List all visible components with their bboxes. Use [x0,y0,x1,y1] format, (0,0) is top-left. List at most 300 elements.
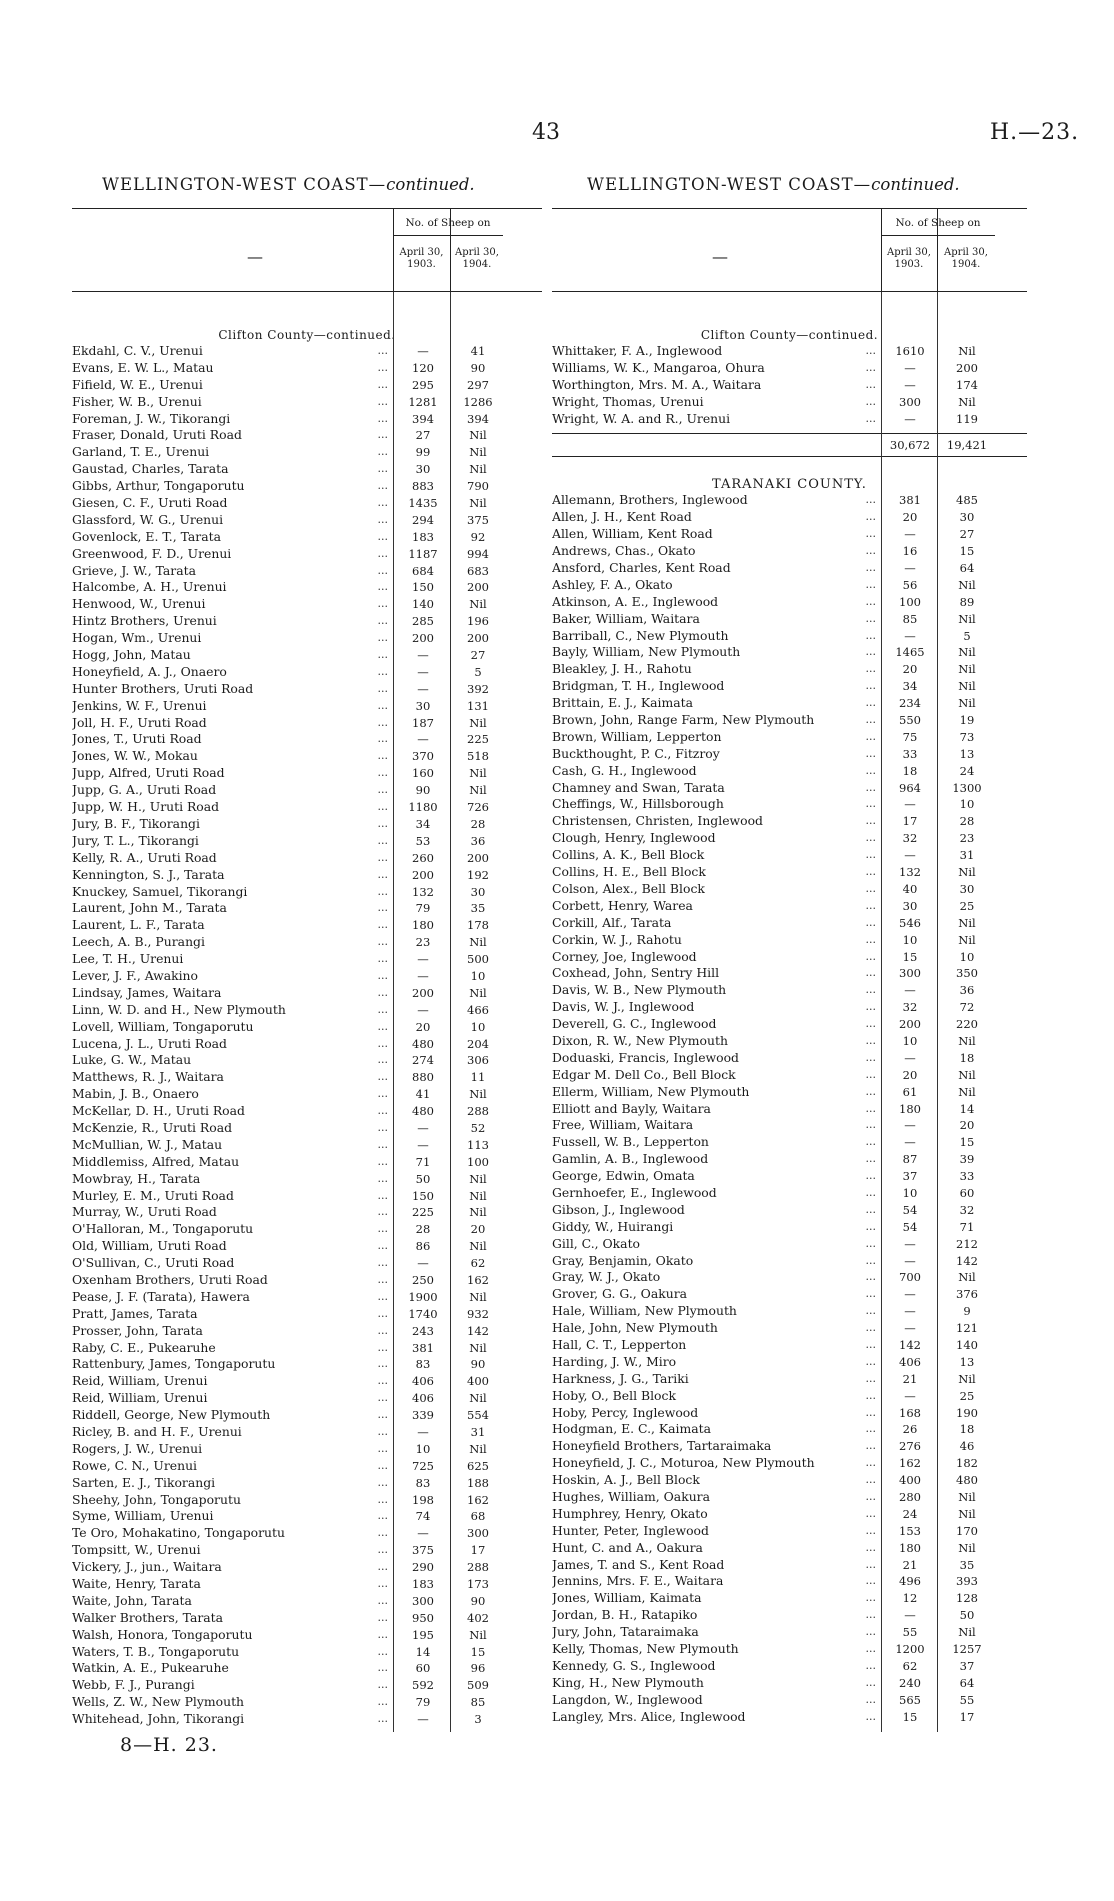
owner-name: Hintz Brothers, Urenui [72,613,217,629]
leader-dots: ... [865,577,876,591]
sheep-1904: 33 [959,1169,975,1184]
table-row [552,881,1027,898]
leader-dots: ... [377,580,388,594]
table-row [552,1303,1027,1320]
sheep-1903: 55 [902,1625,918,1640]
owner-name: Barriball, C., New Plymouth [552,627,729,643]
sheep-1904: 402 [467,1610,489,1625]
owner-name: Corbett, Henry, Warea [552,897,693,913]
sheep-1904: 13 [959,746,975,761]
sheep-1903: — [417,344,429,358]
leader-dots: ... [865,1709,876,1723]
sheep-1904: 174 [956,377,978,392]
sheep-1903: 20 [415,1019,431,1034]
owner-name: Fifield, W. E., Urenui [72,376,203,392]
owner-name: Jones, William, Kaimata [552,1590,702,1606]
owner-name: Leech, A. B., Purangi [72,934,205,950]
owner-name: Murley, E. M., Uruti Road [72,1187,234,1203]
leader-dots: ... [865,915,876,929]
owner-name: Grieve, J. W., Tarata [72,562,196,578]
table-row [72,1340,542,1357]
sheep-1903: 400 [899,1473,921,1488]
sheep-1903: 10 [902,1185,918,1200]
leader-dots: ... [865,1219,876,1233]
leader-dots: ... [865,881,876,895]
table-row [72,461,542,478]
table-row [72,1289,542,1306]
owner-name: Lever, J. F., Awakino [72,967,198,983]
sheep-1904: 392 [467,681,489,696]
owner-name: Langdon, W., Inglewood [552,1691,703,1707]
sheep-1904: Nil [469,1441,487,1456]
sheep-1904: 31 [959,848,975,863]
sheep-1904: 1257 [952,1642,982,1657]
owner-name: Reid, William, Urenui [72,1390,208,1406]
table-row [552,1269,1027,1286]
table-row [72,512,542,529]
sheep-1903: 34 [415,816,431,831]
leader-dots: ... [377,732,388,746]
leader-dots: ... [865,394,876,408]
table-row [552,492,1027,509]
sheep-1903: 142 [899,1337,921,1352]
left-rows [72,343,542,1728]
sheep-1904: 480 [956,1473,978,1488]
sheep-1904: 41 [470,344,486,358]
sheep-1904: 932 [467,1306,489,1321]
leader-dots: ... [865,1321,876,1335]
owner-name: Ekdahl, C. V., Urenui [72,343,203,358]
owner-name: Waters, T. B., Tongaporutu [72,1643,240,1659]
owner-name: Fisher, W. B., Urenui [72,393,202,409]
sheep-1903: 280 [899,1490,921,1504]
table-row [552,1253,1027,1270]
sheep-1903: 480 [412,1036,434,1051]
table-row [72,1525,542,1542]
table-row [72,630,542,647]
owner-name: Hall, C. T., Lepperton [552,1336,687,1352]
sheep-1904: Nil [958,394,976,409]
table-row [552,1607,1027,1624]
sheep-1903: 24 [902,1506,918,1521]
owner-name: Corkin, W. J., Rahotu [552,931,682,947]
table-row [72,427,542,444]
sheep-1904: Nil [469,1340,487,1355]
owner-name: Gamlin, A. B., Inglewood [552,1151,709,1167]
sheep-1904: 376 [956,1287,978,1302]
owner-name: Honeyfield, A. J., Onaero [72,663,227,679]
table-row [72,377,542,394]
sheep-1903: 187 [412,715,434,730]
table-row [72,1694,542,1711]
owner-name: Linn, W. D. and H., New Plymouth [72,1001,286,1017]
owner-name: Elliott and Bayly, Waitara [552,1100,711,1116]
owner-name: Whittaker, F. A., Inglewood [552,343,723,358]
owner-name: O'Sullivan, C., Uruti Road [72,1255,235,1271]
sheep-1904: 162 [467,1272,489,1287]
sheep-1904: 625 [467,1458,489,1473]
sheep-1904: 92 [470,529,486,544]
leader-dots: ... [377,428,388,442]
table-row [72,1644,542,1661]
table-row [552,1320,1027,1337]
leader-dots: ... [377,1458,388,1472]
sheep-1903: 30 [902,898,918,913]
leader-dots: ... [377,563,388,577]
leader-dots: ... [377,1593,388,1607]
sheep-1904: 11 [470,1070,486,1085]
owner-name: Free, William, Waitara [552,1117,694,1133]
table-row [72,1458,542,1475]
sheep-1904: Nil [469,766,487,781]
sheep-1903: 85 [902,611,918,626]
sheep-1903: 200 [412,985,434,1000]
sheep-1903: 150 [412,580,434,595]
sheep-1904: Nil [469,496,487,511]
leader-dots: ... [865,1270,876,1284]
leader-dots: ... [865,679,876,693]
leader-dots: ... [865,1456,876,1470]
owner-name: Wells, Z. W., New Plymouth [72,1694,245,1710]
leader-dots: ... [865,797,876,811]
table-row [72,1255,542,1272]
right-section-title-taranaki: TARANAKI COUNTY. [712,477,867,493]
leader-dots: ... [865,377,876,391]
table-row [72,1052,542,1069]
sheep-1904: Nil [958,1371,976,1386]
leader-dots: ... [377,1644,388,1658]
owner-name: Greenwood, F. D., Urenui [72,545,232,561]
leader-dots: ... [865,1692,876,1706]
sheep-1904: 225 [467,732,489,747]
table-row [552,1506,1027,1523]
leader-dots: ... [377,1087,388,1101]
sheep-1904: Nil [469,1391,487,1406]
table-row [552,628,1027,645]
sheep-1903: 285 [412,614,434,629]
table-row [72,1576,542,1593]
sheep-1903: 56 [902,577,918,592]
leader-dots: ... [865,360,876,374]
sheep-1904: Nil [469,462,487,477]
sheep-1904: 96 [470,1661,486,1676]
sheep-1903: — [904,1135,916,1150]
right-title-main: WELLINGTON-WEST COAST— [587,175,872,194]
sheep-1903: 20 [902,662,918,677]
owner-name: Corkill, Alf., Tarata [552,914,672,930]
sheep-1903: 160 [412,766,434,781]
table-row [552,999,1027,1016]
leader-dots: ... [865,1422,876,1436]
sheep-1904: Nil [958,611,976,626]
leader-dots: ... [377,1323,388,1337]
table-row [72,698,542,715]
sheep-1904: Nil [958,1084,976,1099]
left-header-dash: — [247,247,263,266]
sheep-1903: 60 [415,1661,431,1676]
leader-dots: ... [377,529,388,543]
leader-dots: ... [377,985,388,999]
sheep-1904: 162 [467,1492,489,1507]
leader-dots: ... [377,698,388,712]
table-row [72,1238,542,1255]
owner-name: Humphrey, Henry, Okato [552,1505,708,1521]
leader-dots: ... [377,1357,388,1371]
table-row [552,864,1027,881]
sheep-1903: 28 [415,1222,431,1237]
owner-name: Buckthought, P. C., Fitzroy [552,745,720,761]
owner-name: Mowbray, H., Tarata [72,1170,201,1186]
sheep-1903: 83 [415,1357,431,1372]
owner-name: Hughes, William, Oakura [552,1489,710,1504]
leader-dots: ... [865,746,876,760]
leader-dots: ... [377,1340,388,1354]
sheep-1904: 121 [956,1321,978,1336]
owner-name: Worthington, Mrs. M. A., Waitara [552,376,762,392]
sheep-1904: 288 [467,1104,489,1119]
sheep-1904: 128 [956,1591,978,1606]
leader-dots: ... [865,1608,876,1622]
table-row [552,1489,1027,1506]
sheep-1904: 20 [470,1222,486,1237]
table-row [552,1472,1027,1489]
owner-name: Tompsitt, W., Urenui [72,1542,201,1558]
table-row [552,543,1027,560]
owner-name: Williams, W. K., Mangaroa, Ohura [552,359,765,375]
owner-name: Evans, E. W. L., Matau [72,359,214,375]
table-row [72,934,542,951]
sheep-1904: 200 [467,631,489,646]
sheep-1904: Nil [958,577,976,592]
sheep-1904: Nil [958,344,976,358]
right-column [552,175,1027,1725]
owner-name: Harding, J. W., Miro [552,1353,677,1369]
leader-dots: ... [865,696,876,710]
owner-name: Cheffings, W., Hillsborough [552,796,724,812]
leader-dots: ... [377,445,388,459]
sheep-1904: 14 [959,1101,975,1116]
leader-dots: ... [377,1695,388,1709]
owner-name: Prosser, John, Tarata [72,1322,203,1338]
sheep-1903: 1187 [408,546,438,561]
table-row [552,1185,1027,1202]
leader-dots: ... [377,1441,388,1455]
sheep-1904: Nil [469,715,487,730]
sheep-1903: 50 [415,1171,431,1186]
owner-name: Hunt, C. and A., Oakura [552,1539,703,1555]
leader-dots: ... [377,546,388,560]
table-row [552,1286,1027,1303]
owner-name: Doduaski, Francis, Inglewood [552,1049,739,1065]
sheep-1903: — [417,1425,429,1439]
sheep-1903: 300 [899,966,921,981]
owner-name: James, T. and S., Kent Road [552,1556,725,1572]
sheep-1903: 16 [902,544,918,559]
sheep-1903: — [417,968,429,983]
leader-dots: ... [865,1439,876,1453]
sheep-1904: 32 [959,1202,975,1217]
sheep-1903: 32 [902,1000,918,1015]
table-row [552,965,1027,982]
left-group-header: No. of Sheep on [405,217,491,229]
leader-dots: ... [377,344,388,357]
table-row [552,982,1027,999]
table-row [552,526,1027,543]
sheep-1904: Nil [958,1033,976,1048]
table-row [552,1641,1027,1658]
sheep-1903: — [904,1118,916,1133]
owner-name: Sheehy, John, Tongaporutu [72,1491,241,1507]
table-row [552,661,1027,678]
sheep-1904: 212 [956,1236,978,1251]
sheep-1903: 276 [899,1439,921,1454]
sheep-1904: 3 [474,1712,482,1727]
sheep-1904: 196 [467,614,489,629]
leader-dots: ... [377,783,388,797]
owner-name: Glassford, W. G., Urenui [72,511,224,527]
owner-name: Giddy, W., Huirangi [552,1218,674,1234]
sheep-1903: 243 [412,1323,434,1338]
table-row [72,681,542,698]
right-title-italic: continued. [871,175,960,194]
sheep-1903: — [904,983,916,998]
owner-name: Hodgman, E. C., Kaimata [552,1421,712,1437]
table-row [72,411,542,428]
owner-name: Colson, Alex., Bell Block [552,880,705,896]
sheep-1904: 35 [470,901,486,916]
sheep-1904: 350 [956,966,978,981]
leader-dots: ... [377,1492,388,1506]
sheep-1904: Nil [958,1625,976,1640]
sheep-1903: 546 [899,915,921,930]
owner-name: Jury, John, Tataraimaka [552,1624,699,1640]
leader-dots: ... [865,865,876,879]
table-row [552,695,1027,712]
page-code: H.—23. [990,120,1080,145]
sheep-1903: — [417,1002,429,1017]
sheep-1903: 180 [412,918,434,933]
table-row [72,765,542,782]
sheep-1903: 71 [415,1154,431,1169]
sheep-1903: 23 [415,935,431,950]
left-column [72,175,542,1756]
owner-name: Matthews, R. J., Waitara [72,1069,224,1085]
table-row [552,1050,1027,1067]
sheep-1903: 140 [412,597,434,612]
sheep-1903: 20 [902,1067,918,1082]
leader-dots: ... [865,898,876,912]
owner-name: Walker Brothers, Tarata [72,1609,224,1625]
sheep-1904: 178 [467,918,489,933]
leader-dots: ... [377,1222,388,1236]
table-row [72,1356,542,1373]
right-table-body [552,292,1027,1725]
sheep-1904: Nil [958,696,976,711]
leader-dots: ... [865,1473,876,1487]
sheep-1903: — [904,1253,916,1268]
sheep-1904: 52 [470,1120,486,1135]
table-row [552,780,1027,797]
sheep-1904: 35 [959,1557,975,1572]
owner-name: Foreman, J. W., Tikorangi [72,410,231,426]
sheep-1904: 994 [467,546,489,561]
table-row [552,1675,1027,1692]
owner-name: Atkinson, A. E., Inglewood [552,593,719,609]
leader-dots: ... [865,814,876,828]
sheep-1903: 162 [899,1456,921,1471]
sheep-1903: 1900 [408,1289,438,1304]
sheep-1904: Nil [469,1188,487,1203]
sheep-1903: 30 [415,462,431,477]
owner-name: Middlemiss, Alfred, Matau [72,1153,240,1169]
sheep-1904: Nil [958,915,976,930]
leader-dots: ... [377,1408,388,1422]
sheep-1904: 5 [474,664,482,679]
owner-name: Jones, W. W., Mokau [72,748,198,764]
table-row [552,1016,1027,1033]
table-row [552,1624,1027,1641]
table-row [552,949,1027,966]
leader-dots: ... [377,1120,388,1134]
leader-dots: ... [377,1053,388,1067]
leader-dots: ... [865,645,876,659]
leader-dots: ... [865,594,876,608]
leader-dots: ... [377,1543,388,1557]
sheep-1904: 10 [470,968,486,983]
leader-dots: ... [377,1678,388,1692]
leader-dots: ... [377,766,388,780]
sheep-1904: 90 [470,360,486,375]
leader-dots: ... [377,1002,388,1016]
sheep-1903: — [904,848,916,863]
owner-name: Cash, G. H., Inglewood [552,762,697,778]
leader-dots: ... [377,1610,388,1624]
owner-name: Gaustad, Charles, Tarata [72,461,229,477]
owner-name: Bayly, William, New Plymouth [552,644,741,660]
leader-dots: ... [377,1425,388,1438]
table-row [72,985,542,1002]
leader-dots: ... [377,749,388,763]
owner-name: Hoby, Percy, Inglewood [552,1404,699,1420]
owner-name: Waite, John, Tarata [72,1592,192,1608]
leader-dots: ... [377,1036,388,1050]
owner-name: Chamney and Swan, Tarata [552,779,725,795]
sheet-signature: 8—H. 23. [120,1734,218,1757]
table-row [552,1101,1027,1118]
leader-dots: ... [377,631,388,645]
table-row [72,1036,542,1053]
owner-name: Jenkins, W. F., Urenui [72,697,207,713]
table-row [552,1151,1027,1168]
sheep-1903: — [417,1120,429,1135]
owner-name: McKenzie, R., Uruti Road [72,1119,233,1135]
sheep-1903: — [904,1388,916,1403]
sheep-1903: 20 [902,510,918,525]
owner-name: Allen, J. H., Kent Road [552,509,692,525]
table-row [72,1204,542,1221]
leader-dots: ... [377,1560,388,1574]
owner-name: Brown, John, Range Farm, New Plymouth [552,712,815,728]
owner-name: Syme, William, Urenui [72,1508,214,1524]
table-row [72,1373,542,1390]
sheep-1904: 485 [956,493,978,508]
table-row [72,1002,542,1019]
sheep-1904: 18 [959,1422,975,1437]
table-row [72,444,542,461]
sheep-1903: — [417,648,429,663]
sheep-1903: 41 [415,1087,431,1102]
table-row [552,729,1027,746]
